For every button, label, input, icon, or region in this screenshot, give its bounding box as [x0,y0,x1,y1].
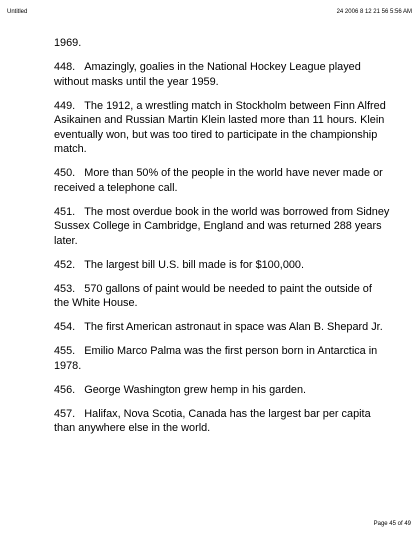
page-content [54,36,390,445]
entry-455 [54,344,390,373]
document-title: Untitled [7,9,28,15]
entry-text: George Washington grew hemp in his garden. [84,383,307,396]
entry-text: Halifax, Nova Scotia, Canada has the largest bar per capita than anywhere else in the world. [54,407,371,434]
entry-continuation [54,36,390,51]
entry-453 [54,282,390,311]
entry-454 [54,320,390,335]
entry-number: 452. [54,258,76,271]
entry-number: 457. [54,407,76,420]
entry-457 [54,407,390,436]
entry-text: Amazingly, goalies in the National Hockey League played without masks until the year 1959. [54,61,361,88]
entry-452 [54,258,390,273]
entry-number: 451. [54,205,76,218]
entry-449 [54,99,390,157]
entry-text: The largest bill U.S. bill made is for $100,000. [84,258,305,271]
entry-456 [54,383,390,398]
entry-number: 456. [54,383,76,396]
entry-number: 449. [54,99,76,112]
entry-text: The first American astronaut in space was Alan B. Shepard Jr. [84,321,383,333]
entry-text: 570 gallons of paint would be needed to paint the outside of the White House. [54,282,372,309]
entry-text: More than 50% of the people in the world have never made or received a telephone call. [54,167,383,194]
entry-text: 1969. [54,37,82,49]
entry-number: 453. [54,282,76,295]
entry-number: 448. [54,61,76,73]
entry-text: Emilio Marco Palma was the first person born in Antarctica in 1978. [54,345,378,372]
entry-text: The 1912, a wrestling match in Stockholm between Finn Alfred Asikainen and Russian Martin Klein lasted more than 11 hours. Klein eventually won, but was too tired to participate in the championship match. [54,99,386,155]
entry-448 [54,60,390,89]
entry-451 [54,205,390,249]
print-timestamp: 24 2006 8 12 21 56 5:56 AM [336,9,412,15]
page-number: Page 45 of 49 [373,521,411,527]
entry-450 [54,166,390,195]
entry-number: 455. [54,345,76,357]
entry-text: The most overdue book in the world was borrowed from Sidney Sussex College in Cambridge, England and was returned 288 years later. [54,205,390,247]
entry-number: 450. [54,167,76,179]
entry-number: 454. [54,321,76,333]
